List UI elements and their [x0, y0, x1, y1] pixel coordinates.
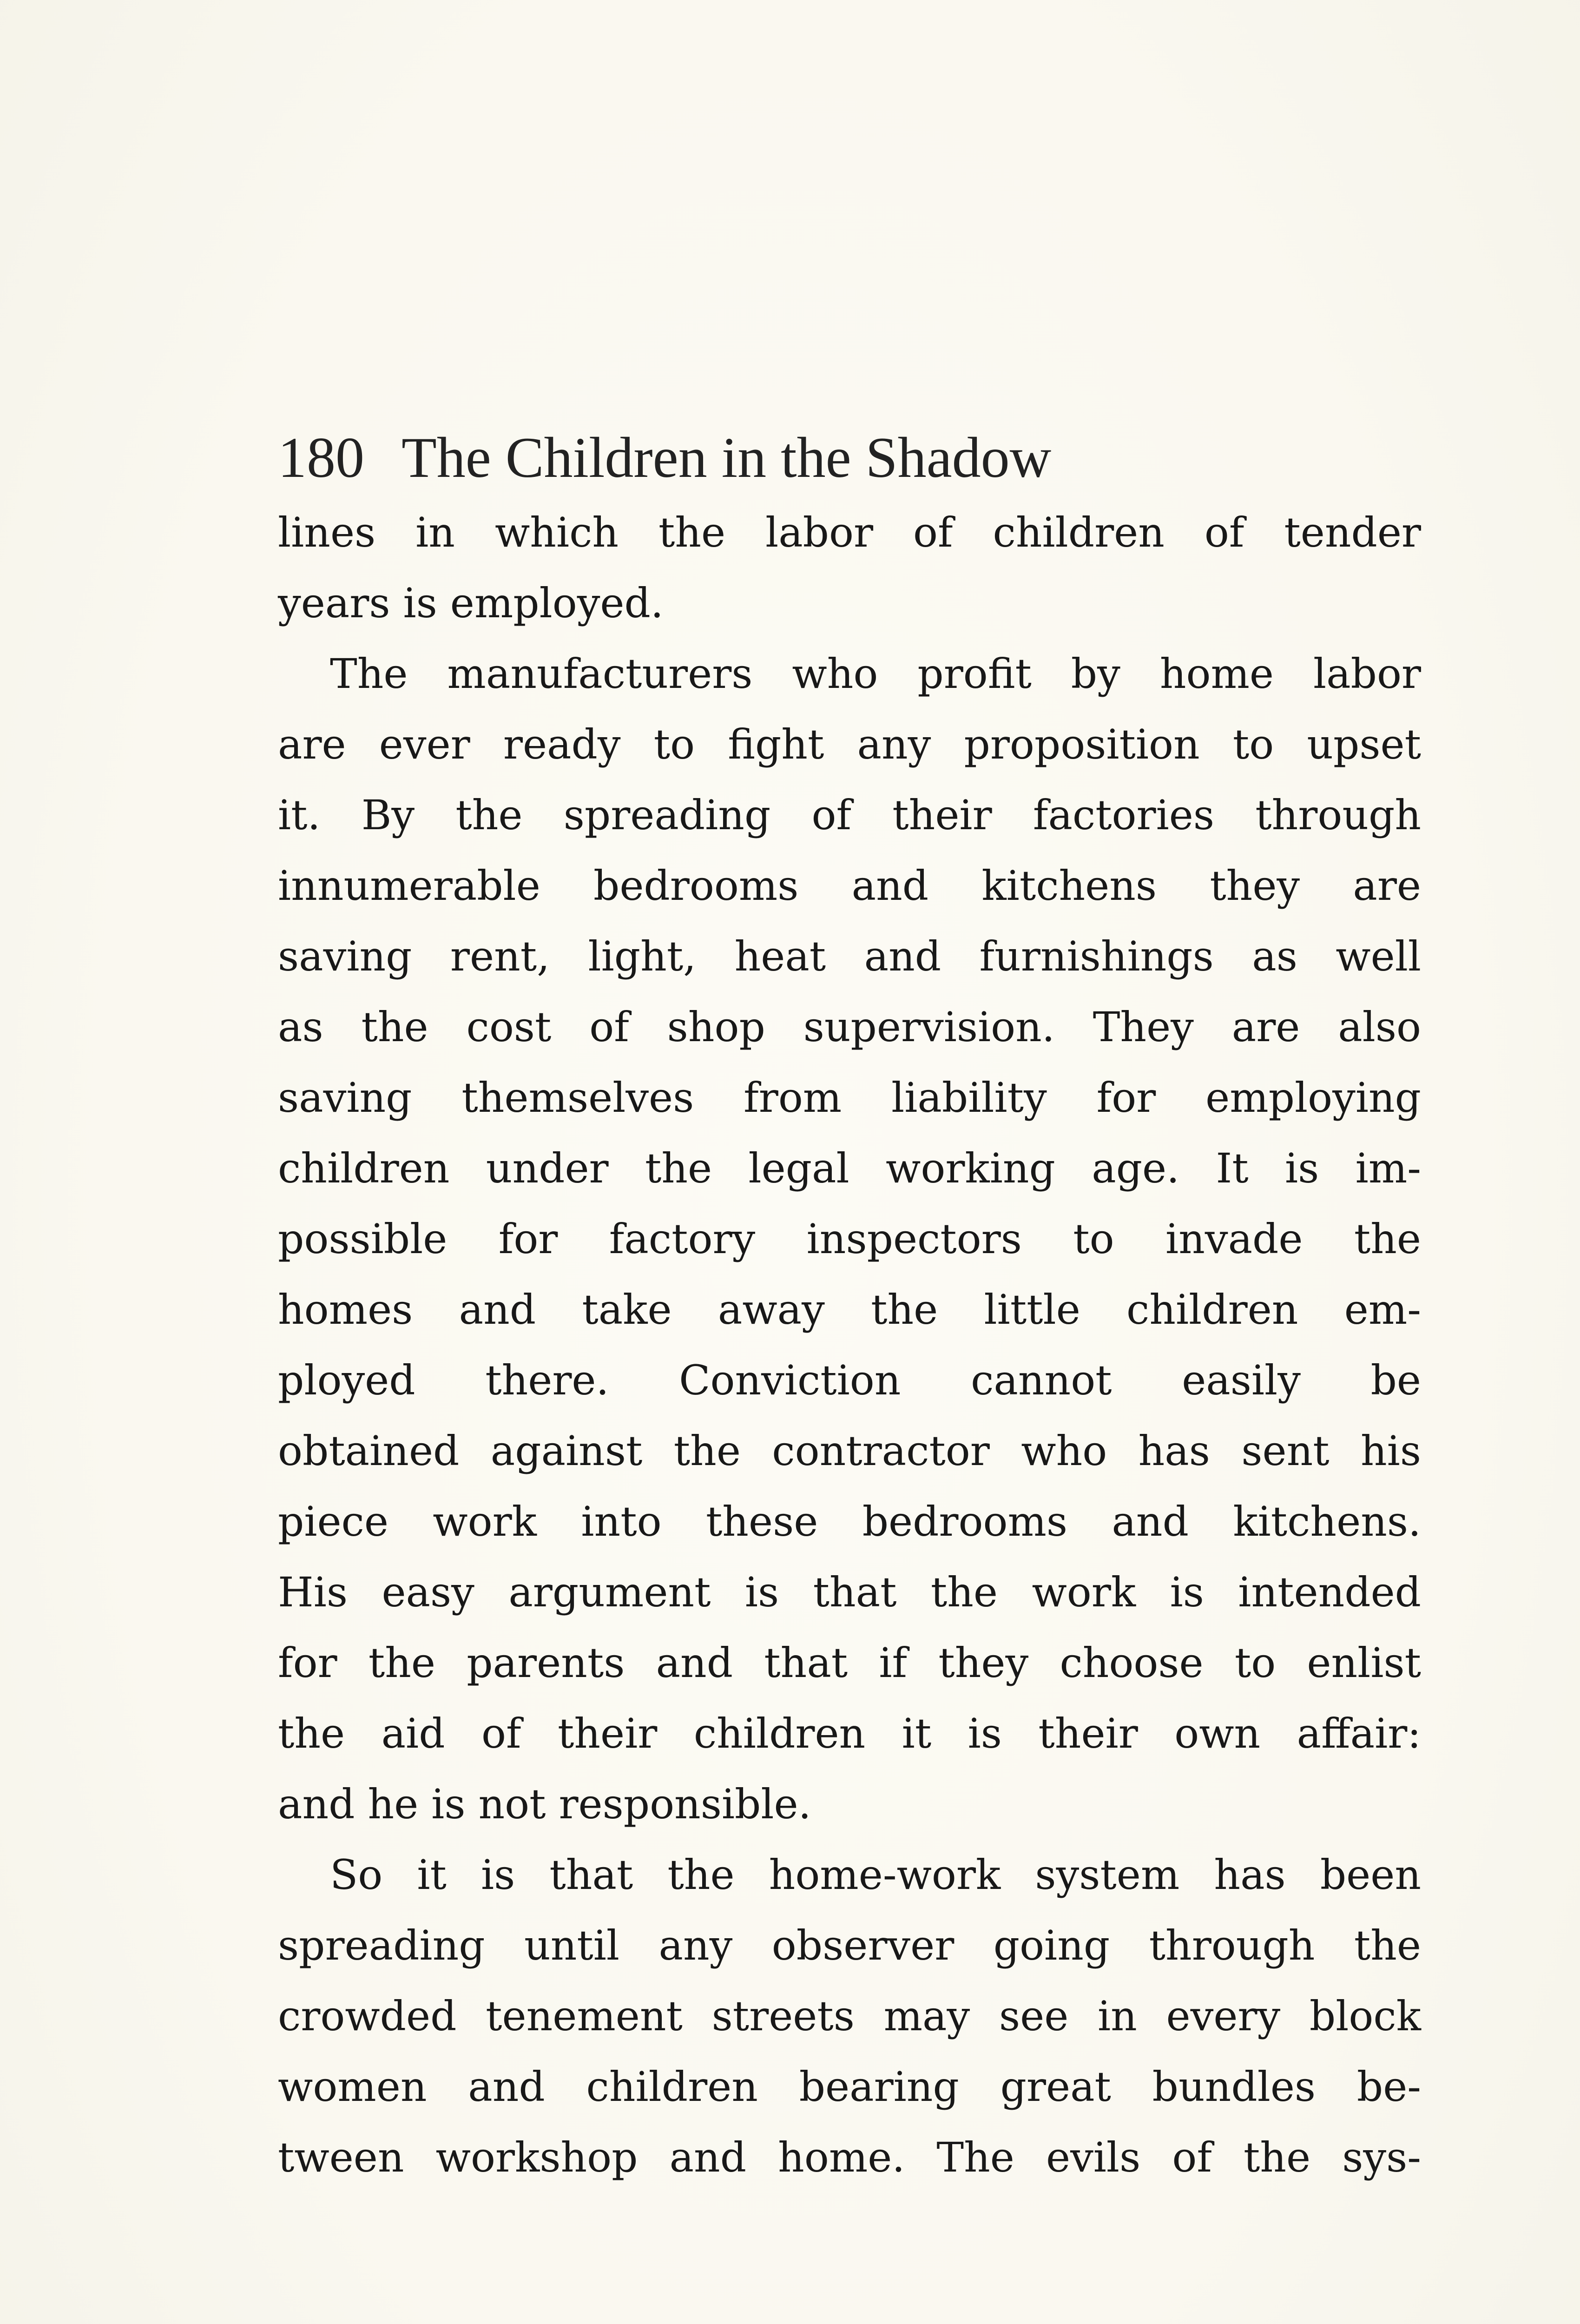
text-line: ployed there. Conviction cannot easily be	[278, 1356, 1421, 1404]
text-line: years is employed.	[278, 579, 664, 627]
text-line: saving rent, light, heat and furnishings as well	[278, 932, 1421, 980]
text-line: So it is that the home-work system has been	[330, 1851, 1421, 1899]
page-number: 180	[278, 426, 364, 489]
text-line: The manufacturers who profit by home labor	[330, 650, 1421, 698]
text-line: spreading until any observer going through the	[278, 1921, 1421, 1969]
text-line: possible for factory inspectors to invade the	[278, 1215, 1421, 1263]
text-line: tween workshop and home. The evils of the sys-	[278, 2133, 1421, 2181]
text-line: children under the legal working age. It is im-	[278, 1144, 1421, 1192]
text-line: for the parents and that if they choose to enlist	[278, 1639, 1421, 1687]
text-line: the aid of their children it is their own affair:	[278, 1710, 1421, 1757]
text-line: His easy argument is that the work is intended	[278, 1568, 1421, 1616]
text-line: piece work into these bedrooms and kitchens.	[278, 1498, 1421, 1545]
running-title: The Children in the Shadow	[402, 426, 1052, 489]
paragraph-3	[278, 1840, 1421, 2193]
text-line: saving themselves from liability for employing	[278, 1074, 1421, 1122]
running-head	[278, 418, 1421, 497]
text-line: innumerable bedrooms and kitchens they are	[278, 862, 1421, 910]
text-line: crowded tenement streets may see in every block	[278, 1992, 1421, 2040]
text-line: it. By the spreading of their factories through	[278, 791, 1421, 839]
text-block	[278, 418, 1421, 2193]
text-line: homes and take away the little children em-	[278, 1286, 1421, 1334]
text-line: are ever ready to fight any proposition to upset	[278, 720, 1421, 768]
text-line: as the cost of shop supervision. They are also	[278, 1003, 1421, 1051]
text-line: and he is not responsible.	[278, 1780, 811, 1828]
text-line: lines in which the labor of children of tender	[278, 508, 1421, 556]
text-line: women and children bearing great bundles be-	[278, 2063, 1421, 2111]
text-line: obtained against the contractor who has sent his	[278, 1427, 1421, 1475]
paragraph-1	[278, 497, 1421, 639]
paragraph-2	[278, 639, 1421, 1840]
